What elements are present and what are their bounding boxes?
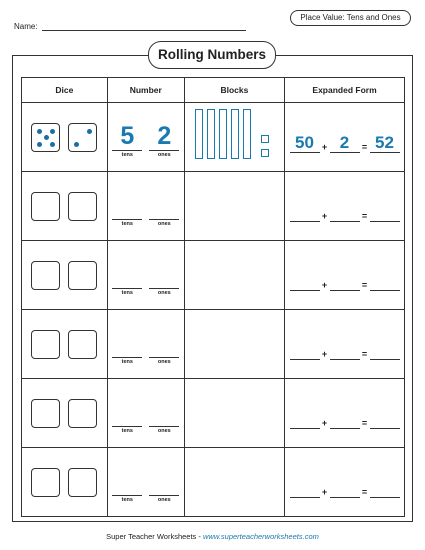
blocks-cell[interactable]	[184, 448, 284, 517]
name-label: Name:	[14, 22, 38, 31]
tens-blank[interactable]	[112, 398, 142, 426]
die-pip	[44, 135, 49, 140]
total-blank[interactable]	[370, 339, 400, 360]
one-cube	[261, 135, 269, 143]
number-cell	[107, 310, 184, 379]
ten-rod	[207, 109, 215, 159]
plus-sign: +	[321, 141, 328, 152]
blank-die[interactable]	[31, 399, 60, 428]
table-header-row	[22, 78, 405, 103]
number-cell	[107, 103, 184, 172]
table-row	[22, 310, 405, 379]
blank-die[interactable]	[68, 261, 97, 290]
equals-sign: =	[361, 141, 368, 152]
die-two	[68, 123, 97, 152]
ones-label: ones	[157, 359, 171, 365]
die-pip	[74, 142, 79, 147]
blank-die[interactable]	[31, 330, 60, 359]
expanded-form-cell	[285, 172, 405, 241]
tens-value-blank[interactable]	[290, 477, 320, 498]
base-ten-blocks	[185, 103, 284, 171]
table-row	[22, 241, 405, 310]
column-header-blocks: Blocks	[184, 78, 284, 103]
total-blank[interactable]	[370, 270, 400, 291]
footer-site-link[interactable]: www.superteacherworksheets.com	[202, 532, 319, 541]
blocks-cell[interactable]	[184, 310, 284, 379]
dice-cell	[22, 379, 108, 448]
tens-value-blank[interactable]	[290, 201, 320, 222]
blocks-cell	[184, 103, 284, 172]
name-field[interactable]	[42, 22, 246, 31]
ones-value: 2	[330, 132, 360, 153]
worksheet-title: Rolling Numbers	[148, 41, 276, 69]
ten-rod	[219, 109, 227, 159]
tens-digit: 5	[120, 122, 135, 150]
die-pip	[50, 142, 55, 147]
expanded-form-cell	[285, 448, 405, 517]
equals-sign: =	[361, 486, 368, 497]
rolling-numbers-table	[21, 77, 405, 517]
table-row	[22, 103, 405, 172]
blocks-cell[interactable]	[184, 172, 284, 241]
column-header-number: Number	[107, 78, 184, 103]
ones-blank[interactable]	[149, 398, 179, 426]
plus-sign: +	[321, 348, 328, 359]
ones-blank[interactable]	[149, 260, 179, 288]
expanded-form-cell	[285, 241, 405, 310]
blank-die[interactable]	[31, 192, 60, 221]
tens-blank[interactable]	[112, 260, 142, 288]
topic-badge: Place Value: Tens and Ones	[290, 10, 411, 26]
ones-digit: 2	[157, 122, 172, 150]
ones-value-blank[interactable]	[330, 339, 360, 360]
die-pip	[87, 129, 92, 134]
blocks-cell[interactable]	[184, 379, 284, 448]
ten-rod	[231, 109, 239, 159]
dice-cell	[22, 172, 108, 241]
dice-cell	[22, 310, 108, 379]
equals-sign: =	[361, 348, 368, 359]
expanded-form-cell	[285, 310, 405, 379]
plus-sign: +	[321, 417, 328, 428]
plus-sign: +	[321, 210, 328, 221]
tens-label: tens	[121, 359, 133, 365]
number-cell	[107, 448, 184, 517]
ones-value-blank[interactable]	[330, 477, 360, 498]
blank-die[interactable]	[31, 468, 60, 497]
one-cube	[261, 149, 269, 157]
expanded-form-cell	[285, 379, 405, 448]
ones-label: ones	[157, 221, 171, 227]
dice-cell	[22, 448, 108, 517]
equals-sign: =	[361, 417, 368, 428]
total-blank[interactable]	[370, 477, 400, 498]
name-line	[14, 22, 246, 31]
ones-value-blank[interactable]	[330, 408, 360, 429]
dice-cell	[22, 241, 108, 310]
tens-value-blank[interactable]	[290, 408, 320, 429]
ones-blank[interactable]	[149, 191, 179, 219]
ones-label: ones	[157, 290, 171, 296]
number-cell	[107, 379, 184, 448]
tens-blank[interactable]	[112, 329, 142, 357]
ones-value-blank[interactable]	[330, 270, 360, 291]
ten-rod	[243, 109, 251, 159]
footer	[0, 532, 425, 541]
table-row	[22, 379, 405, 448]
tens-value: 50	[290, 132, 320, 153]
ten-rod	[195, 109, 203, 159]
die-pip	[37, 129, 42, 134]
table-row	[22, 448, 405, 517]
column-header-dice: Dice	[22, 78, 108, 103]
tens-label: tens	[121, 428, 133, 434]
ones-blank[interactable]	[149, 329, 179, 357]
table-row	[22, 172, 405, 241]
ones-value-blank[interactable]	[330, 201, 360, 222]
total-value: 52	[370, 132, 400, 153]
blank-die[interactable]	[68, 330, 97, 359]
column-header-expanded-form: Expanded Form	[285, 78, 405, 103]
tens-label: tens	[121, 497, 133, 503]
expanded-form-cell	[285, 103, 405, 172]
footer-brand: Super Teacher Worksheets -	[106, 532, 203, 541]
dice-cell	[22, 103, 108, 172]
equals-sign: =	[361, 210, 368, 221]
total-blank[interactable]	[370, 201, 400, 222]
number-cell	[107, 241, 184, 310]
blank-die[interactable]	[31, 261, 60, 290]
blocks-cell[interactable]	[184, 241, 284, 310]
equals-sign: =	[361, 279, 368, 290]
ones-label: ones	[157, 497, 171, 503]
ones-blank[interactable]	[149, 467, 179, 495]
tens-value-blank[interactable]	[290, 339, 320, 360]
ones-label: ones	[157, 428, 171, 434]
die-pip	[37, 142, 42, 147]
tens-label: tens	[121, 152, 133, 158]
total-blank[interactable]	[370, 408, 400, 429]
die-pip	[50, 129, 55, 134]
die-five	[31, 123, 60, 152]
number-cell	[107, 172, 184, 241]
tens-blank[interactable]	[112, 191, 142, 219]
tens-value-blank[interactable]	[290, 270, 320, 291]
plus-sign: +	[321, 279, 328, 290]
tens-label: tens	[121, 290, 133, 296]
tens-blank[interactable]	[112, 467, 142, 495]
blank-die[interactable]	[68, 192, 97, 221]
tens-label: tens	[121, 221, 133, 227]
blank-die[interactable]	[68, 468, 97, 497]
blank-die[interactable]	[68, 399, 97, 428]
plus-sign: +	[321, 486, 328, 497]
ones-label: ones	[157, 152, 171, 158]
